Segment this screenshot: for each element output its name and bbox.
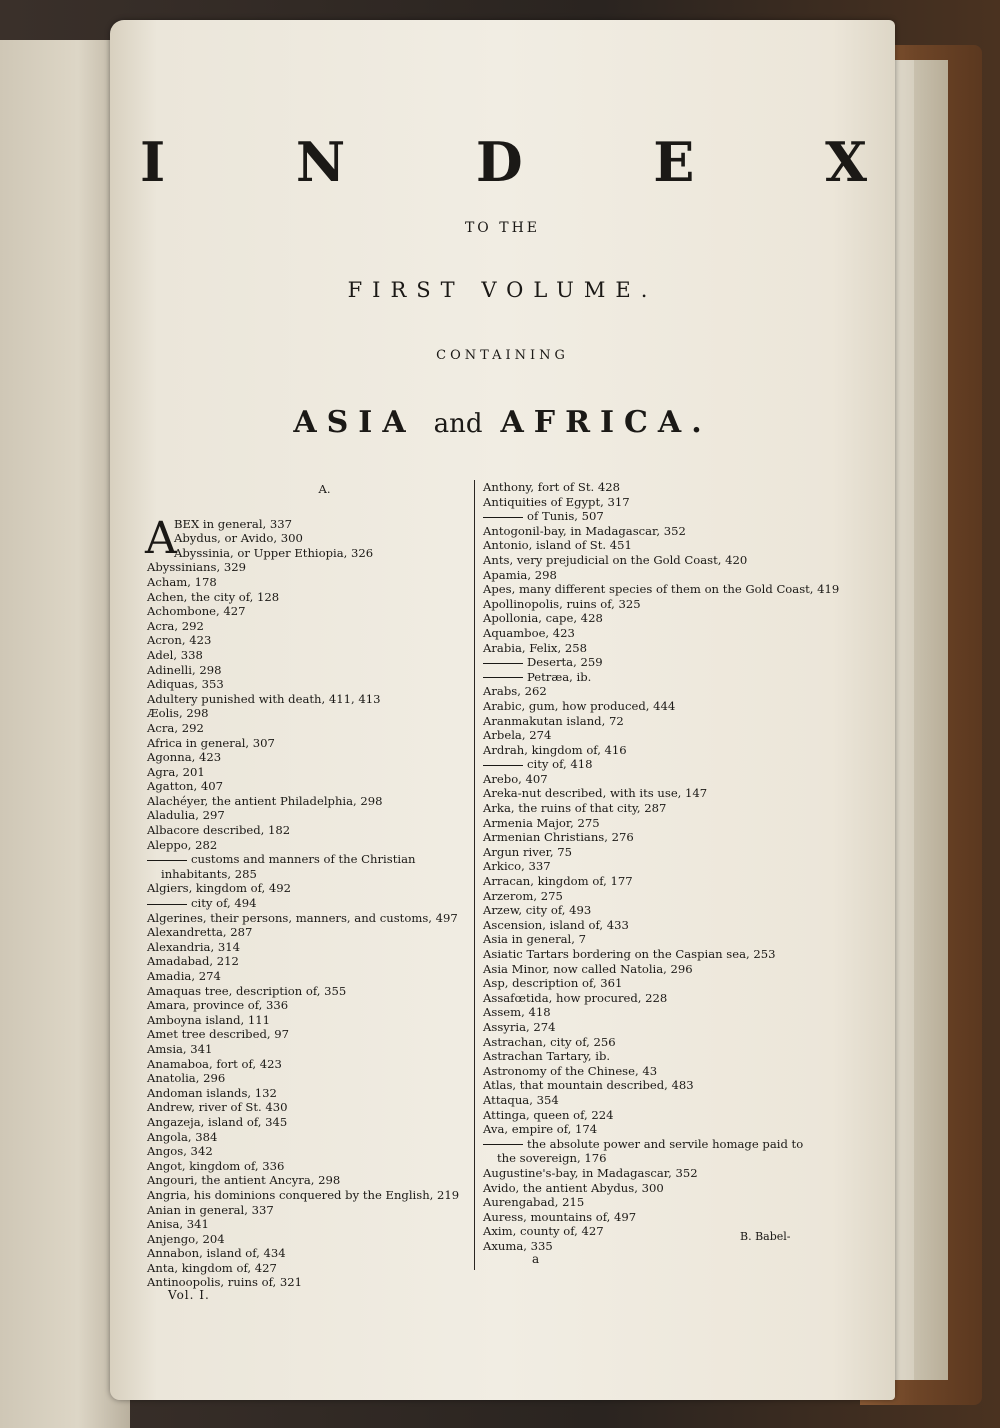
index-entry-text: Astrachan, city of, 256 — [483, 1034, 616, 1049]
index-entry — [483, 801, 805, 816]
index-entry-text: Assafœtida, how procured, 228 — [483, 990, 668, 1005]
left-entries-list — [147, 560, 482, 1290]
index-entry-text: Attinga, queen of, 224 — [483, 1107, 614, 1122]
index-entry-text: Asiatic Tartars bordering on the Caspian sea, 253 — [483, 947, 776, 961]
index-entry — [483, 670, 805, 685]
index-entry-text: Achen, the city of, 128 — [147, 589, 280, 604]
index-entry — [147, 1232, 482, 1247]
index-entry — [147, 1203, 482, 1218]
index-entry — [147, 1057, 482, 1072]
index-entry — [147, 619, 482, 634]
ditto-rule — [483, 677, 523, 678]
right-index-column — [475, 480, 840, 1253]
index-entry-text: Arzew, city of, 493 — [483, 903, 592, 918]
to-the-heading: TO THE — [464, 220, 541, 236]
index-entry-text: Agonna, 423 — [147, 750, 222, 765]
index-entry — [483, 786, 805, 801]
index-entry-text: Auress, mountains of, 497 — [483, 1209, 637, 1224]
index-entry — [483, 1020, 805, 1035]
index-entry — [147, 736, 482, 751]
index-entry — [147, 560, 482, 575]
index-entry — [483, 626, 805, 641]
index-entry-text: Asia Minor, now called Natolia, 296 — [483, 961, 693, 976]
index-entry-text: Areka-nut described, with its use, 147 — [483, 786, 708, 801]
index-entry — [483, 976, 805, 991]
index-entry-text: Armenia Major, 275 — [483, 815, 600, 830]
index-entry-text: Angouri, the antient Ancyra, 298 — [147, 1173, 341, 1188]
index-entry — [147, 852, 482, 881]
index-entry — [483, 816, 805, 831]
index-entry-text: Angazeja, island of, 345 — [147, 1114, 288, 1129]
index-entry — [147, 998, 482, 1013]
ditto-rule — [147, 860, 187, 861]
index-entry-text: Agatton, 407 — [147, 779, 223, 794]
index-entry — [483, 1181, 805, 1196]
index-entry — [483, 553, 805, 568]
index-entry-text: Antiquities of Egypt, 317 — [483, 494, 630, 509]
index-entry — [147, 1173, 482, 1188]
index-entry-text: Arzerom, 275 — [483, 888, 563, 903]
index-entry — [483, 728, 805, 743]
index-entry-text: Æolis, 298 — [147, 706, 209, 721]
index-page — [110, 20, 895, 1400]
index-entry — [483, 1093, 805, 1108]
index-entry-text: Arracan, kingdom of, 177 — [483, 874, 633, 889]
index-entry — [483, 655, 805, 670]
first-volume-heading: FIRST VOLUME. — [347, 278, 658, 302]
index-entry-text: Anthony, fort of St. 428 — [483, 480, 621, 494]
index-entry — [147, 721, 482, 736]
index-entry-text: Arkico, 337 — [483, 859, 551, 874]
index-entry — [147, 1130, 482, 1145]
index-entry — [147, 633, 482, 648]
index-entry-text: Antogonil-bay, in Madagascar, 352 — [483, 523, 686, 538]
index-entry — [147, 823, 482, 838]
index-entry-text: Acham, 178 — [147, 574, 217, 589]
index-entry-text: Argun river, 75 — [483, 844, 573, 859]
index-entry-text: Aquamboe, 423 — [483, 625, 575, 640]
index-entry — [147, 969, 482, 984]
index-entry-text: Anisa, 341 — [147, 1217, 209, 1232]
index-entry-text: Alachéyer, the antient Philadelphia, 298 — [147, 793, 383, 808]
index-entry — [147, 1071, 482, 1086]
index-entry — [147, 1217, 482, 1232]
index-entry-text: Angos, 342 — [147, 1144, 213, 1159]
index-title-letter: N — [295, 130, 346, 194]
volume-label: Vol. I. — [168, 1288, 210, 1302]
index-entry: Abydus, or Avido, 300 — [174, 531, 303, 546]
index-entry-text: Avido, the antient Abydus, 300 — [483, 1180, 664, 1195]
index-entry-text: customs and manners of the Christian inhabitants, 285 — [161, 852, 416, 881]
index-entry-text: Amsia, 341 — [147, 1041, 213, 1056]
index-entry — [483, 830, 805, 845]
index-entry — [147, 1188, 482, 1203]
index-entry-text: Acra, 292 — [147, 618, 204, 633]
index-entry-text: Anatolia, 296 — [147, 1071, 226, 1086]
index-entry-text: Axim, county of, 427 — [483, 1224, 604, 1239]
index-entry-text: Apollonia, cape, 428 — [483, 611, 603, 626]
index-entry — [483, 538, 805, 553]
index-entry-text: Aleppo, 282 — [147, 837, 218, 852]
and-word: and — [433, 409, 483, 439]
index-entry-text: Agra, 201 — [147, 764, 205, 779]
index-entry-text: Ascension, island of, 433 — [483, 917, 629, 932]
index-entry-text: Astronomy of the Chinese, 43 — [483, 1063, 658, 1078]
index-entry — [483, 991, 805, 1006]
first-entry-group — [145, 512, 482, 564]
index-entry-text: Anjengo, 204 — [147, 1231, 225, 1246]
index-entry — [147, 940, 482, 955]
index-entry-text: Anian in general, 337 — [147, 1202, 274, 1217]
index-entry-text: Asp, description of, 361 — [483, 976, 623, 991]
index-entry — [483, 582, 840, 597]
index-entry-text: Arabia, Felix, 258 — [483, 640, 587, 655]
index-entry — [483, 1137, 805, 1166]
index-entry-text: Ava, empire of, 174 — [483, 1122, 598, 1137]
index-entry — [147, 896, 482, 911]
index-entry-text: Attaqua, 354 — [483, 1092, 559, 1107]
index-entry-text: Assem, 418 — [483, 1005, 551, 1020]
index-entry — [483, 1005, 805, 1020]
index-entry — [483, 1078, 805, 1093]
index-entry — [147, 1027, 482, 1042]
index-entry-text: Adel, 338 — [147, 647, 203, 662]
index-entry-text: Annabon, island of, 434 — [147, 1246, 286, 1261]
index-entry-text: Antinoopolis, ruins of, 321 — [147, 1275, 302, 1290]
index-entry — [483, 918, 805, 933]
index-entry-text: Petræa, ib. — [527, 669, 592, 684]
index-entry — [483, 699, 805, 714]
index-entry — [147, 648, 482, 663]
index-title-letter: I — [140, 130, 166, 194]
index-entry — [147, 677, 482, 692]
index-entry — [147, 1159, 482, 1174]
index-entry — [483, 1210, 805, 1225]
index-entry — [483, 509, 805, 524]
index-entry — [147, 794, 482, 809]
index-entry-text: Angola, 384 — [147, 1129, 218, 1144]
index-entry — [483, 903, 805, 918]
index-entry-text: Arabs, 262 — [483, 684, 547, 699]
index-entry-text: Astrachan Tartary, ib. — [483, 1049, 611, 1064]
index-entry — [483, 495, 805, 510]
index-entry-text: Apes, many different species of them on the Gold Coast, 419 — [483, 582, 840, 597]
index-entry — [147, 925, 482, 940]
index-entry — [483, 1195, 805, 1210]
asia-word: ASIA — [293, 405, 416, 440]
index-entry-text: Arka, the ruins of that city, 287 — [483, 801, 667, 816]
index-title-letter: E — [653, 130, 695, 194]
index-entry-text: Arbela, 274 — [483, 728, 552, 743]
dropcap: A — [145, 512, 177, 564]
index-entry — [147, 1144, 482, 1159]
index-entry — [147, 1042, 482, 1057]
index-entry-text: Angria, his dominions conquered by the English, 219 — [147, 1187, 460, 1202]
index-entry — [483, 597, 805, 612]
index-entry-text: Adinelli, 298 — [147, 662, 222, 677]
index-entry — [147, 1013, 482, 1028]
index-entry-text: Axuma, 335 — [483, 1238, 553, 1253]
ditto-rule — [483, 663, 523, 664]
index-entry-text: Arabic, gum, how produced, 444 — [483, 698, 676, 713]
index-entry — [483, 1049, 805, 1064]
index-title-letter: D — [475, 130, 523, 194]
index-entry — [483, 1122, 805, 1137]
index-entry — [147, 1115, 482, 1130]
index-entry — [483, 1064, 805, 1079]
index-entry — [147, 1086, 482, 1101]
index-entry-text: Apollinopolis, ruins of, 325 — [483, 596, 641, 611]
index-entry — [147, 1246, 482, 1261]
index-entry-text: Amara, province of, 336 — [147, 998, 289, 1013]
index-entry — [483, 568, 805, 583]
index-entry — [483, 962, 805, 977]
index-entry — [147, 808, 482, 823]
index-entry-text: Atlas, that mountain described, 483 — [483, 1078, 694, 1093]
index-entry-text: Aladulia, 297 — [147, 808, 225, 823]
index-entry-text: Algerines, their persons, manners, and customs, 497 — [147, 910, 458, 925]
index-entry — [483, 480, 805, 495]
index-entry — [483, 684, 805, 699]
index-title-letter: X — [825, 130, 867, 194]
index-entry — [483, 714, 805, 729]
index-entry — [147, 765, 482, 780]
index-entry: BEX in general, 337 — [174, 516, 293, 531]
index-entry-text: Ants, very prejudicial on the Gold Coast, 420 — [483, 552, 748, 567]
index-entry — [147, 779, 482, 794]
index-entry — [483, 874, 805, 889]
index-entry — [483, 641, 805, 656]
index-entry-text: Alexandria, 314 — [147, 939, 240, 954]
ditto-rule — [483, 517, 523, 518]
index-title — [110, 130, 895, 194]
section-letter: A. — [318, 482, 331, 496]
left-index-column — [147, 482, 482, 1290]
index-entry — [483, 1108, 805, 1123]
index-entry-text: Antonio, island of St. 451 — [483, 538, 632, 553]
index-entry — [483, 757, 805, 772]
ditto-rule — [483, 765, 523, 766]
index-entry-text: Amaquas tree, description of, 355 — [147, 983, 347, 998]
index-entry — [147, 750, 482, 765]
index-entry-text: Alexandretta, 287 — [147, 925, 253, 940]
index-entry-text: Adiquas, 353 — [147, 677, 224, 692]
index-entry-text: Anta, kingdom of, 427 — [147, 1260, 277, 1275]
index-entry — [147, 604, 482, 619]
index-entry — [147, 838, 482, 853]
index-entry-text: Abyssinians, 329 — [147, 560, 246, 575]
index-entry — [147, 911, 482, 926]
index-entry — [147, 1100, 482, 1115]
index-entry-text: Amadabad, 212 — [147, 954, 239, 969]
index-entry-text: Acra, 292 — [147, 720, 204, 735]
index-entry-text: Amet tree described, 97 — [147, 1027, 289, 1042]
index-entry-text: Albacore described, 182 — [147, 823, 291, 838]
index-entry-text: Asia in general, 7 — [483, 932, 587, 947]
index-entry — [483, 845, 805, 860]
index-entry-text: of Tunis, 507 — [527, 509, 604, 524]
index-entry — [147, 663, 482, 678]
index-entry-text: Aurengabad, 215 — [483, 1195, 585, 1210]
index-entry — [483, 524, 805, 539]
asia-africa-heading — [110, 405, 895, 440]
index-entry — [483, 743, 805, 758]
index-entry — [483, 1166, 805, 1181]
index-entry — [147, 984, 482, 999]
index-entry-text: Angot, kingdom of, 336 — [147, 1158, 285, 1173]
index-entry — [483, 859, 805, 874]
index-entry — [483, 611, 805, 626]
index-entry — [483, 1035, 805, 1050]
index-entry-text: Andrew, river of St. 430 — [147, 1100, 288, 1115]
index-entry — [147, 590, 482, 605]
index-entry-text: Acron, 423 — [147, 633, 212, 648]
africa-word: AFRICA. — [500, 405, 712, 440]
right-entries-list — [475, 480, 840, 1253]
index-entry-text: the absolute power and servile homage paid to the sovereign, 176 — [497, 1136, 804, 1166]
index-entry-text: Arebo, 407 — [483, 771, 548, 786]
index-entry — [147, 692, 482, 707]
index-entry-text: Armenian Christians, 276 — [483, 830, 634, 845]
index-entry: Abyssinia, or Upper Ethiopia, 326 — [174, 545, 374, 560]
index-entry — [147, 954, 482, 969]
ditto-rule — [483, 1144, 523, 1145]
index-entry — [483, 889, 805, 904]
index-entry — [483, 932, 805, 947]
index-entry-text: Deserta, 259 — [527, 655, 603, 670]
index-entry — [483, 947, 805, 962]
index-entry — [147, 575, 482, 590]
catchword: B. Babel- — [740, 1230, 791, 1243]
index-entry-text: Achombone, 427 — [147, 604, 246, 619]
index-entry-text: Andoman islands, 132 — [147, 1085, 277, 1100]
index-entry-text: Aranmakutan island, 72 — [483, 713, 624, 728]
index-entry — [483, 772, 805, 787]
index-entry-text: Augustine's-bay, in Madagascar, 352 — [483, 1165, 698, 1180]
index-entry-text: Apamia, 298 — [483, 567, 557, 582]
index-entry — [147, 881, 482, 896]
index-entry-text: Anamaboa, fort of, 423 — [147, 1056, 282, 1071]
index-entry-text: Africa in general, 307 — [147, 735, 275, 750]
index-entry-text: Algiers, kingdom of, 492 — [147, 881, 291, 896]
index-entry-text: Ardrah, kingdom of, 416 — [483, 742, 627, 757]
index-entry-text: Amadia, 274 — [147, 969, 221, 983]
index-entry-text: Assyria, 274 — [483, 1019, 556, 1034]
index-entry-text: city of, 494 — [191, 896, 257, 911]
index-entry — [147, 706, 482, 721]
index-entry-text: Adultery punished with death, 411, 413 — [147, 691, 381, 706]
index-entry — [147, 1261, 482, 1276]
signature-mark: a — [532, 1252, 540, 1266]
ditto-rule — [147, 904, 187, 905]
index-entry-text: city of, 418 — [527, 757, 593, 772]
containing-heading: CONTAINING — [436, 348, 569, 363]
index-entry-text: Amboyna island, 111 — [147, 1012, 271, 1027]
